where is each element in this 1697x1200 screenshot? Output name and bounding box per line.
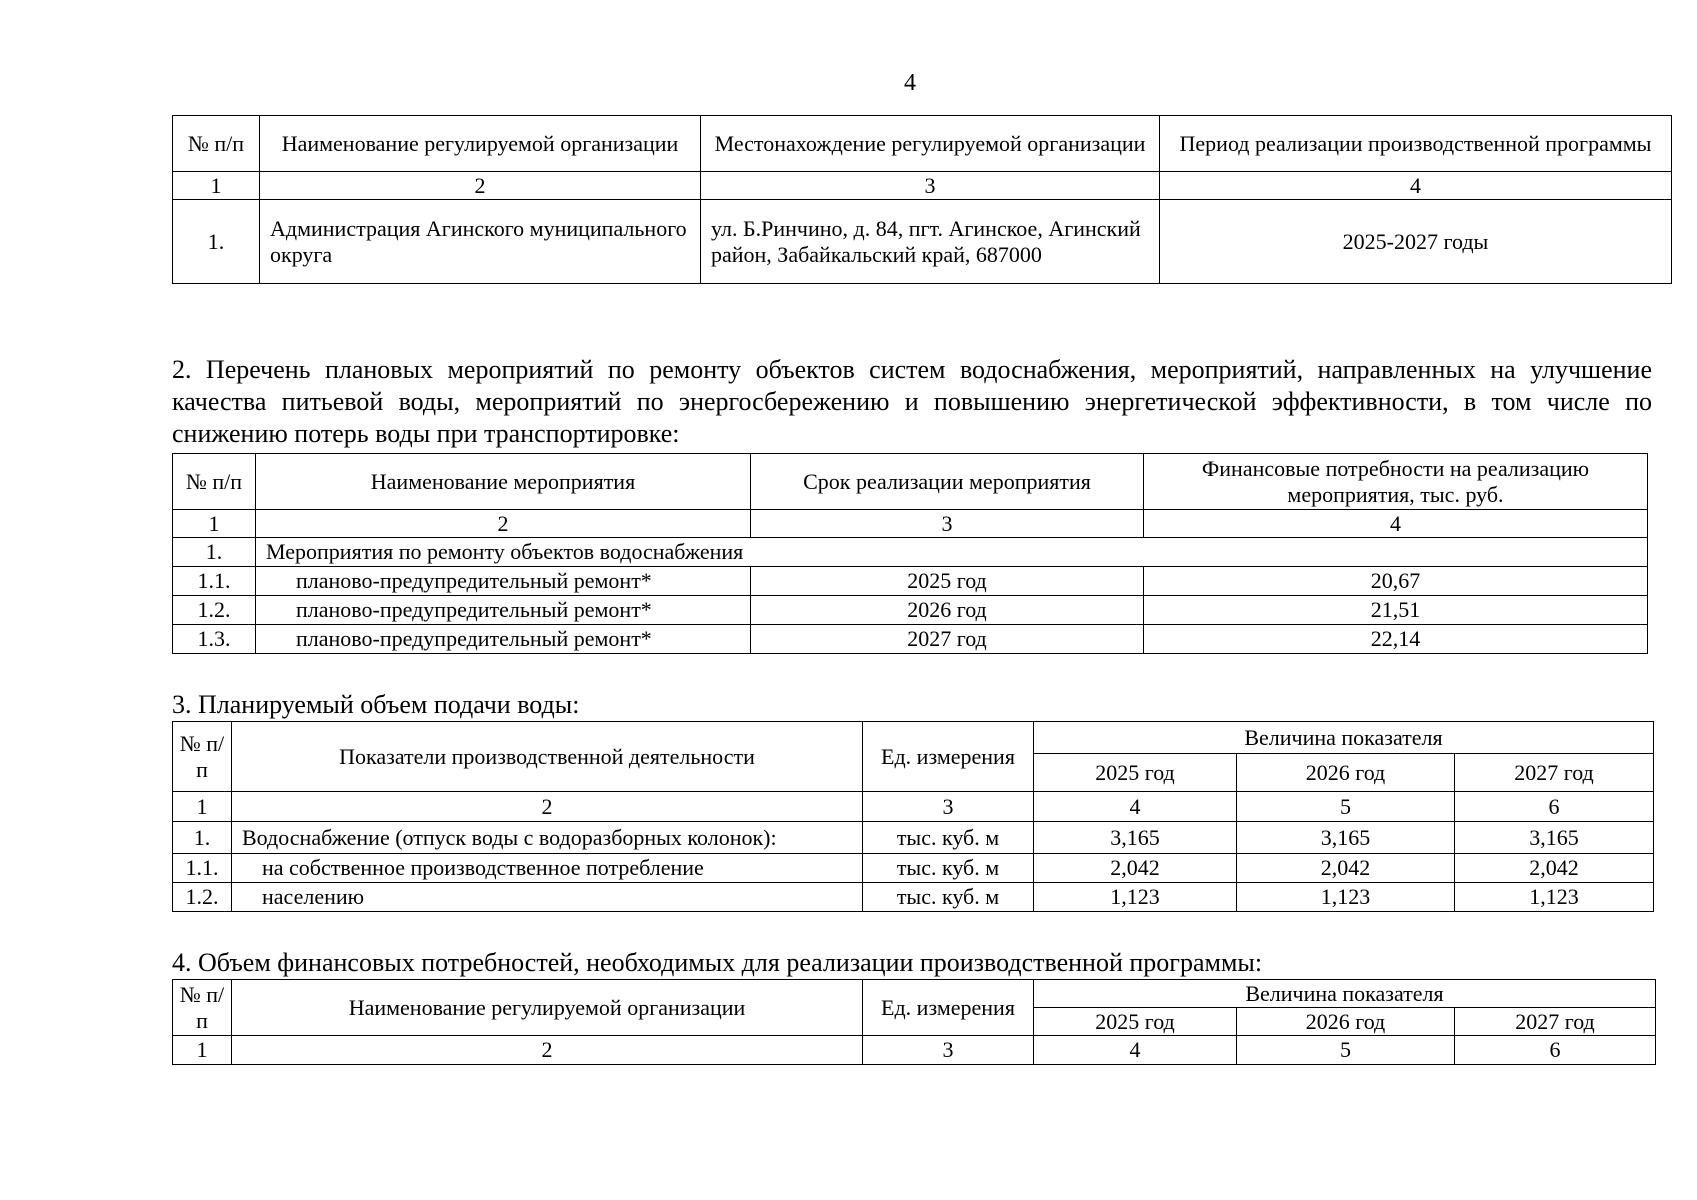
header-year-2026: 2026 год [1237, 1008, 1455, 1036]
activity-term: 2025 год [751, 567, 1144, 596]
header-activity-name: Наименование мероприятия [256, 454, 751, 510]
section-2-title: 2. Перечень плановых мероприятий по ремонту объектов систем водоснабжения, мероприятий, направленных на улучшение качества питьевой воды, мероприятий по энергосбережению и повышению энергетической эффективности, в том числе по снижению потерь воды при транспортировке: [172, 355, 1652, 448]
header-value: Величина показателя [1034, 980, 1656, 1008]
row-number: 1.2. [173, 883, 232, 912]
col-number: 3 [863, 792, 1034, 822]
header-year-2025: 2025 год [1034, 754, 1237, 792]
table-row [173, 596, 1648, 625]
value-cell: 1,123 [1455, 883, 1654, 912]
activity-cost: 22,14 [1144, 625, 1648, 654]
header-unit: Ед. измерения [863, 980, 1034, 1036]
header-org-name: Наименование регулируемой организации [260, 116, 701, 172]
indicator-name: Водоснабжение (отпуск воды с водоразборных колонок): [232, 822, 863, 854]
value-cell: 1,123 [1237, 883, 1455, 912]
group-number: 1. [173, 538, 256, 567]
activity-term: 2027 год [751, 625, 1144, 654]
indicator-name: на собственное производственное потребление [232, 854, 863, 883]
section-3-title: 3. Планируемый объем подачи воды: [172, 690, 580, 719]
table-row [173, 854, 1654, 883]
activity-cost: 21,51 [1144, 596, 1648, 625]
col-number: 5 [1237, 1036, 1455, 1065]
value-cell: 3,165 [1237, 822, 1455, 854]
col-number: 2 [232, 792, 863, 822]
activity-name: планово-предупредительный ремонт* [256, 596, 751, 625]
col-number: 4 [1144, 510, 1648, 538]
header-term: Срок реализации мероприятия [751, 454, 1144, 510]
row-number: 1.2. [173, 596, 256, 625]
header-number: № п/п [173, 454, 256, 510]
financial-needs-table [172, 979, 1656, 1065]
water-supply-table [172, 721, 1654, 912]
header-year-2027: 2027 год [1455, 1008, 1656, 1036]
row-number: 1.1. [173, 854, 232, 883]
col-number: 5 [1237, 792, 1455, 822]
header-period: Период реализации производственной программы [1160, 116, 1672, 172]
value-cell: 2,042 [1237, 854, 1455, 883]
header-org-location: Местонахождение регулируемой организации [701, 116, 1160, 172]
activities-table [172, 453, 1648, 654]
activity-name: планово-предупредительный ремонт* [256, 567, 751, 596]
value-cell: 3,165 [1034, 822, 1237, 854]
value-cell: 3,165 [1455, 822, 1654, 854]
indicator-name: населению [232, 883, 863, 912]
value-cell: 1,123 [1034, 883, 1237, 912]
header-indicators: Показатели производственной деятельности [232, 722, 863, 792]
unit-cell: тыс. куб. м [863, 822, 1034, 854]
table-cell: 1. [173, 200, 260, 284]
col-number: 1 [173, 510, 256, 538]
activity-name: планово-предупредительный ремонт* [256, 625, 751, 654]
col-number: 2 [232, 1036, 863, 1065]
col-number: 2 [256, 510, 751, 538]
col-number: 4 [1034, 1036, 1237, 1065]
activity-term: 2026 год [751, 596, 1144, 625]
group-title: Мероприятия по ремонту объектов водоснабжения [256, 538, 1648, 567]
period-cell: 2025-2027 годы [1160, 200, 1672, 284]
org-location-cell: ул. Б.Ринчино, д. 84, пгт. Агинское, Агинский район, Забайкальский край, 687000 [701, 200, 1160, 284]
unit-cell: тыс. куб. м [863, 854, 1034, 883]
col-number: 4 [1160, 172, 1672, 200]
table-row [173, 883, 1654, 912]
page-number: 4 [904, 70, 916, 96]
header-year-2026: 2026 год [1237, 754, 1455, 792]
col-number: 3 [701, 172, 1160, 200]
value-cell: 2,042 [1034, 854, 1237, 883]
activity-cost: 20,67 [1144, 567, 1648, 596]
col-number: 2 [260, 172, 701, 200]
row-number: 1.3. [173, 625, 256, 654]
col-number: 1 [173, 792, 232, 822]
col-number: 6 [1455, 792, 1654, 822]
header-financial-needs: Финансовые потребности на реализацию мероприятия, тыс. руб. [1144, 454, 1648, 510]
value-cell: 2,042 [1455, 854, 1654, 883]
org-name-cell: Администрация Агинского муниципального округа [260, 200, 701, 284]
col-number: 6 [1455, 1036, 1656, 1065]
organization-table [172, 115, 1672, 284]
header-year-2025: 2025 год [1034, 1008, 1237, 1036]
col-number: 3 [863, 1036, 1034, 1065]
col-number: 3 [751, 510, 1144, 538]
header-unit: Ед. измерения [863, 722, 1034, 792]
table-row [173, 625, 1648, 654]
row-number: 1.1. [173, 567, 256, 596]
header-number: № п/п [173, 722, 232, 792]
row-number: 1. [173, 822, 232, 854]
table-row [173, 567, 1648, 596]
col-number: 1 [173, 1036, 232, 1065]
col-number: 4 [1034, 792, 1237, 822]
table-row [173, 822, 1654, 854]
header-number: № п/п [173, 116, 260, 172]
header-value: Величина показателя [1034, 722, 1654, 754]
col-number: 1 [173, 172, 260, 200]
header-year-2027: 2027 год [1455, 754, 1654, 792]
unit-cell: тыс. куб. м [863, 883, 1034, 912]
header-number: № п/п [173, 980, 232, 1036]
header-org-name: Наименование регулируемой организации [232, 980, 863, 1036]
section-4-title: 4. Объем финансовых потребностей, необходимых для реализации производственной программы: [172, 948, 1263, 977]
